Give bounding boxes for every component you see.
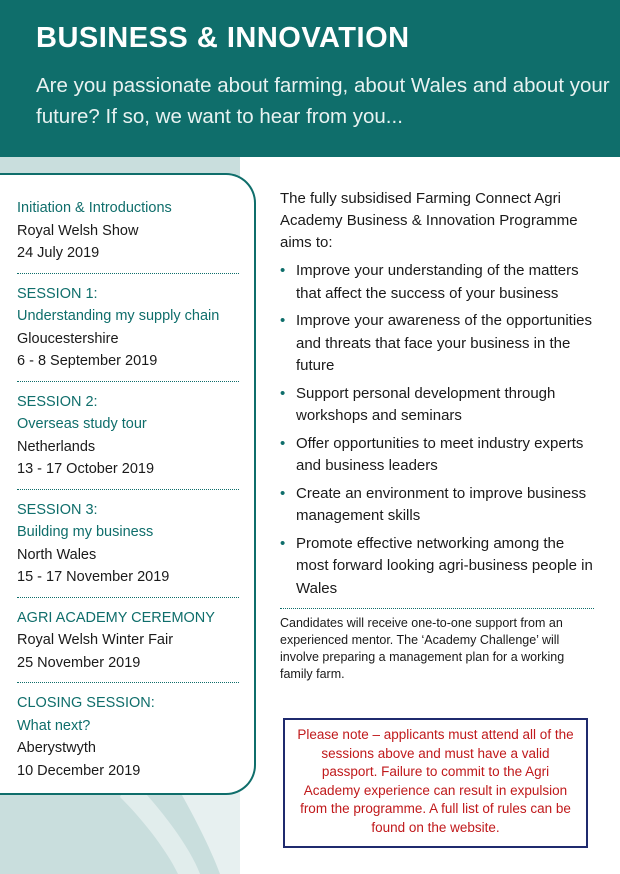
session-line: Royal Welsh Show xyxy=(17,222,139,239)
session-line: 15 - 17 November 2019 xyxy=(17,569,170,585)
session-line: 13 - 17 October 2019 xyxy=(17,461,155,477)
programme-aims xyxy=(280,188,600,683)
session-line: 25 November 2019 xyxy=(17,654,141,671)
sessions-list xyxy=(17,197,239,799)
session-line: Gloucestershire xyxy=(17,330,119,347)
session-line: Netherlands xyxy=(17,438,96,455)
session-line: Royal Welsh Winter Fair xyxy=(17,632,174,648)
session-line: SESSION 1: xyxy=(17,285,98,302)
session-block xyxy=(17,283,239,382)
aim-text: Improve your understanding of the matters that affect the success of your business xyxy=(296,262,579,302)
header-banner xyxy=(0,0,620,157)
session-line: 24 July 2019 xyxy=(17,245,100,261)
session-line: Initiation & Introductions xyxy=(17,200,172,216)
aim-text: Support personal development through workshops and seminars xyxy=(296,384,556,424)
session-line: SESSION 2: xyxy=(17,393,98,410)
session-block xyxy=(17,197,239,274)
intro-text: The fully subsidised Farming Connect Agri Academy Business & Innovation Programme aims to: xyxy=(280,190,578,251)
session-block xyxy=(17,499,239,598)
aim-item xyxy=(280,483,600,528)
bullet-icon: • xyxy=(280,434,286,452)
mentor-text: Candidates will receive one-to-one support from an experienced mentor. The ‘Academy Challenge’ will involve preparing a management plan for a working family farm. xyxy=(280,616,565,681)
bullet-icon: • xyxy=(280,534,286,552)
session-line: 10 December 2019 xyxy=(17,762,141,779)
notice-box xyxy=(283,718,588,848)
aim-text: Improve your awareness of the opportunities and threats that face your business in the future xyxy=(296,312,592,374)
notice-text: Please note – applicants must attend all of the sessions above and must have a valid passport. Failure to commit to the Agri Academy experience can result in expulsion from the programme. A full list of rules can be found on the website. xyxy=(297,727,574,835)
aim-item xyxy=(280,310,600,378)
page-title: BUSINESS & INNOVATION xyxy=(36,22,410,54)
aim-item xyxy=(280,533,600,601)
bullet-icon: • xyxy=(280,312,286,329)
session-line: SESSION 3: xyxy=(17,501,98,518)
page-subtitle: Are you passionate about farming, about Wales and about your future? If so, we want to hear from you... xyxy=(36,74,610,128)
bullet-icon: • xyxy=(280,384,286,402)
session-line: Aberystwyth xyxy=(17,740,96,756)
session-block xyxy=(17,391,239,490)
aims-list xyxy=(280,260,600,600)
bullet-icon: • xyxy=(280,484,286,502)
aim-text: Promote effective networking among the most forward looking agri-business people in Wales xyxy=(296,534,593,597)
session-line: What next? xyxy=(17,717,91,734)
session-line: CLOSING SESSION: xyxy=(17,695,155,711)
session-block xyxy=(17,607,239,684)
bullet-icon: • xyxy=(280,262,286,279)
divider xyxy=(280,608,594,609)
session-line: North Wales xyxy=(17,546,97,563)
aim-item xyxy=(280,260,600,305)
sessions-panel xyxy=(0,173,256,795)
aim-text: Offer opportunities to meet industry experts and business leaders xyxy=(296,434,584,474)
aim-text: Create an environment to improve business management skills xyxy=(296,484,587,524)
session-line: AGRI ACADEMY CEREMONY xyxy=(17,609,215,626)
session-line: Understanding my supply chain xyxy=(17,308,220,324)
session-line: 6 - 8 September 2019 xyxy=(17,353,158,369)
session-line: Building my business xyxy=(17,524,154,540)
session-line: Overseas study tour xyxy=(17,416,147,432)
aim-item xyxy=(280,433,600,478)
session-block xyxy=(17,692,239,790)
aim-item xyxy=(280,383,600,428)
